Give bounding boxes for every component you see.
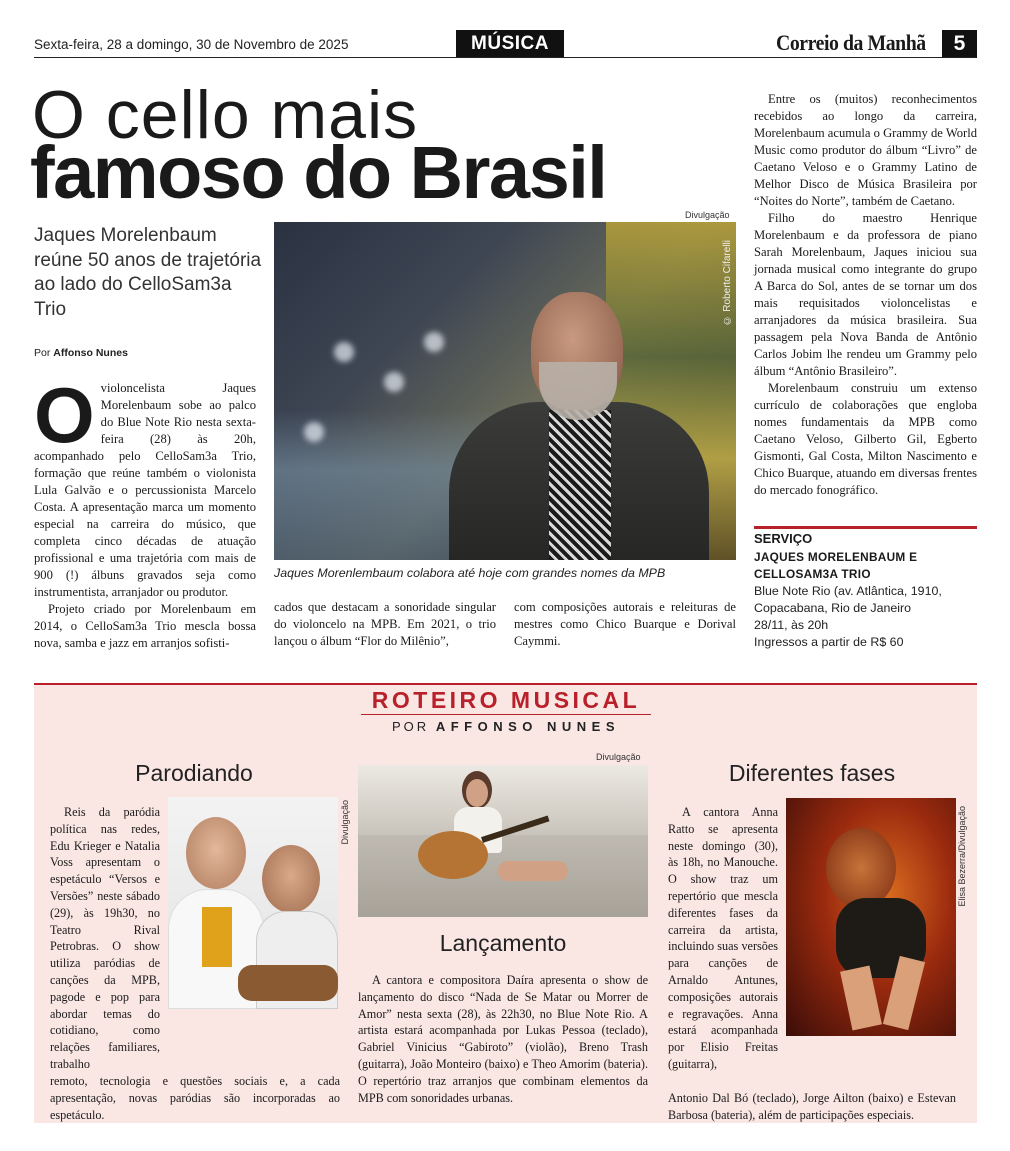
lancamento-heading: Lançamento — [439, 930, 567, 956]
photo-face — [466, 779, 488, 807]
lancamento-credit: Divulgação — [596, 752, 641, 762]
col3-paragraph: com composições autorais e releituras de mestres como Chico Buarque e Dorival Caymmi. — [514, 600, 736, 648]
photo-face — [262, 845, 320, 913]
photo-light — [334, 342, 354, 362]
newspaper-name: Correio da Manhã — [776, 30, 926, 55]
photo-face — [186, 817, 246, 889]
photo-credit: Divulgação — [685, 210, 730, 220]
parodiando-credit: Divulgação — [340, 800, 350, 845]
section-label: MÚSICA — [456, 30, 564, 57]
photo-light — [424, 332, 444, 352]
servico-rule — [754, 526, 977, 529]
headline-bold: famoso do Brasil — [30, 131, 607, 214]
col4-paragraph-2: Filho do maestro Henrique Morelenbaum e da professora de piano Sarah Morelenbaum, Jaques iniciou sua jornada musical como integrante do grupo A Barca do Sol, antes de se tornar um dos mais requisitados violoncelistas e arranjadores da música brasileira. Sua passagem pela Nova Banda de Antônio Carlos Jobim lhe rendeu um Grammy pelo álbum “Antônio Brasileiro”. — [754, 211, 977, 378]
photo-scarf — [549, 410, 611, 560]
roteiro-title-rule — [361, 714, 651, 715]
article-deck: Jaques Morelenbaum reúne 50 anos de trajetória ao lado do CelloSam3a Trio — [34, 225, 262, 320]
lancamento-paragraph: A cantora e compositora Daíra apresenta o show de lançamento do disco “Nada de Se Matar ou Morrer de Amor” nesta sexta (28), às 22h30, no Blue Note Rio. A artista estará acompanhada por Lukas Pessoa (teclado), Gabriel Vinicius “Gabiroto” (violão), Breno Trash (guitarra), João Monteiro (baixo) e Theo Amorim (bateria). O repertório traz arranjos que combinam elementos da MPB com sonoridades urbanas. — [358, 973, 648, 1105]
lancamento-text — [358, 972, 648, 1106]
dropcap: O — [34, 371, 95, 459]
photo-caption: Jaques Morenlembaum colabora até hoje com grandes nomes da MPB — [274, 566, 666, 580]
article-column-2 — [274, 599, 496, 650]
servico-datetime: 28/11, às 20h — [754, 618, 829, 632]
servico-price: Ingressos a partir de R$ 60 — [754, 635, 904, 649]
col4-paragraph-3: Morelenbaum construiu um extenso currículo de colaborações que engloba nomes fundamentais da MPB como Caetano Veloso, Gilberto Gil, Egberto Gismonti, Gal Costa, Milton Nascimento e Chico Buarque, atuando em diversas frentes do mercado fonográfico. — [754, 381, 977, 497]
byline-author: Affonso Nunes — [53, 347, 128, 359]
roteiro-title: ROTEIRO MUSICAL — [371, 687, 641, 713]
diferentes-heading: Diferentes fases — [728, 760, 896, 786]
header-rule — [34, 57, 976, 58]
page-number: 5 — [942, 30, 977, 58]
lancamento-photo — [358, 765, 648, 917]
parodiando-heading: Parodiando — [135, 760, 253, 786]
diferentes-text-top — [668, 804, 778, 1073]
photo-wall — [358, 765, 648, 835]
photo-hair — [826, 828, 896, 908]
roteiro-subtitle — [361, 719, 651, 734]
servico-venue-line-2: Copacabana, Rio de Janeiro — [754, 601, 912, 615]
servico-title: SERVIÇO — [754, 531, 813, 546]
servico-venue-line-1: Blue Note Rio (av. Atlântica, 1910, — [754, 584, 942, 598]
photo-light — [384, 372, 404, 392]
parodiando-text-bottom — [50, 1073, 340, 1123]
col2-paragraph: cados que destacam a sonoridade singular do violoncelo na MPB. Em 2021, o trio lançou o álbum “Flor do Milênio”, — [274, 600, 496, 648]
article-column-1 — [34, 371, 256, 652]
issue-date: Sexta-feira, 28 a domingo, 30 de Novembro de 2025 — [34, 37, 349, 52]
photo-legs — [498, 861, 568, 881]
servico-event-name: JAQUES MORELENBAUM E CELLOSAM3A TRIO — [754, 550, 918, 581]
col1-paragraph-2: Projeto criado por Morelenbaum em 2014, o CelloSam3a Trio mescla bossa nova, samba e jazz em arranjos sofisti- — [34, 602, 256, 650]
photo-guitar — [418, 831, 488, 879]
parodiando-text-top — [50, 804, 160, 1073]
byline-prefix: Por — [34, 347, 51, 359]
col4-paragraph-1: Entre os (muitos) reconhecimentos recebidos ao longo da carreira, Morelenbaum acumula o Grammy de World Music como produtor do álbum “Livro” de Caetano Veloso e o Grammy Latino de Melhor Disco de Música Brasileira por “Noites do Norte”, também de Caetano. — [754, 92, 977, 208]
main-photo — [274, 222, 736, 560]
photo-light — [304, 422, 324, 442]
diferentes-paragraph-cont: Antonio Dal Bó (teclado), Jorge Ailton (baixo) e Estevan Barbosa (bateria), além de participações especiais. — [668, 1091, 956, 1122]
photo-top — [202, 907, 232, 967]
headline-light: O cello mais — [32, 77, 419, 153]
roteiro-sub-prefix: POR — [392, 719, 430, 734]
article-column-3 — [514, 599, 736, 650]
diferentes-credit: Elisa Bezerra/Divulgação — [957, 806, 967, 907]
diferentes-paragraph: A cantora Anna Ratto se apresenta neste domingo (30), às 18h, no Manouche. O show traz um repertório que mescla diferentes fases da carreira da artista, incluindo suas versões para canções de Arnaldo Antunes, composições autorais e regravações. Anna estará acompanhada por Elisio Freitas (guitarra), — [668, 805, 778, 1071]
photo-credit-vertical: © Roberto Cifarelli — [722, 240, 733, 326]
photo-guitar — [238, 965, 338, 1001]
parodiando-paragraph-cont: remoto, tecnologia e questões sociais e, a cada apresentação, novas paródias são incorporadas ao espetáculo. — [50, 1074, 340, 1122]
diferentes-text-bottom — [668, 1090, 956, 1124]
roteiro-sub-author: AFFONSO NUNES — [435, 719, 620, 734]
article-column-4 — [754, 91, 977, 499]
parodiando-paragraph: Reis da paródia política nas redes, Edu Krieger e Natalia Voss apresentam o espetáculo “Versos e Versões” neste sábado (29), às 19h30, no Teatro Rival Petrobras. O show utiliza paródias de canções da MPB, pagode e pop para abordar temas do cotidiano, como relações familiares, trabalho — [50, 805, 160, 1071]
diferentes-photo — [786, 798, 956, 1036]
parodiando-photo — [168, 797, 338, 1009]
photo-person — [449, 292, 709, 560]
byline — [34, 347, 128, 359]
col1-paragraph-1: violoncelista Jaques Morelenbaum sobe ao palco do Blue Note Rio nesta sexta-feira (28) às 20h, acompanhado pelo CelloSam3a Trio, formação que reúne também o violonista Lula Galvão e o percussionista Marcelo Costa. A apresentação marca um momento especial na carreira do músico, que completa cinco décadas de atuação profissional e uma trajetória com mais de 900 (!) álbuns gravados seja como instrumentista, arranjador ou produtor. — [34, 381, 256, 599]
